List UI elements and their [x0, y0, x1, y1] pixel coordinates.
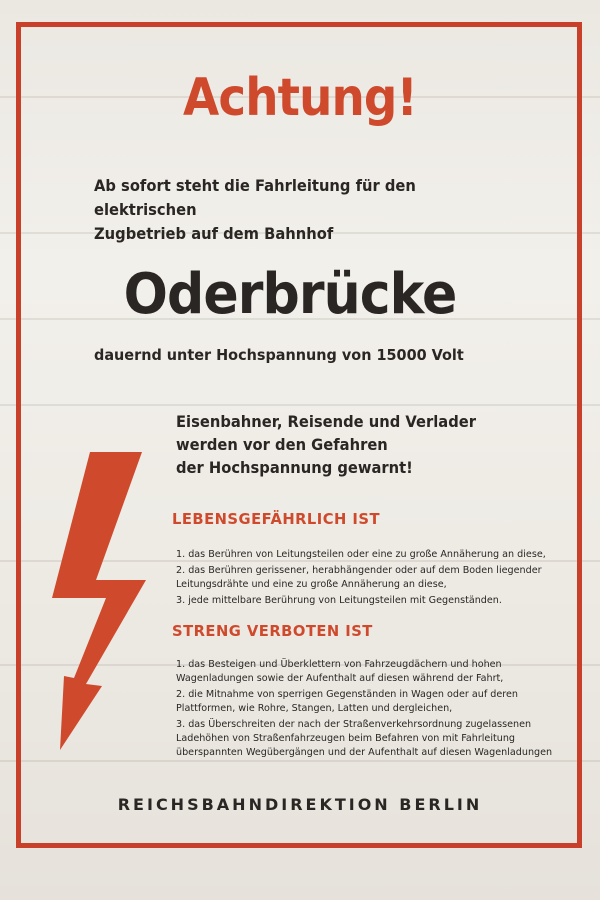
forbidden-list [176, 658, 564, 762]
station-name: Oderbrücke [123, 262, 457, 327]
list-item: 2. das Berühren gerissener, herabhängender oder auf dem Boden liegender Leitungsdrähte und eine zu große Annäherung an diese, [176, 565, 542, 590]
warning-text [176, 410, 507, 479]
section-heading-forbidden: STRENG VERBOTEN IST [172, 622, 373, 640]
lightning-bolt-icon [46, 448, 156, 758]
section-heading-danger: LEBENSGEFÄHRLICH IST [172, 510, 380, 528]
intro-text [94, 174, 517, 246]
warning-line: Eisenbahner, Reisende und Verlader [176, 412, 476, 431]
list-item: 3. jede mittelbare Berührung von Leitungsteilen mit Gegenständen. [176, 595, 502, 606]
list-item: 1. das Berühren von Leitungsteilen oder eine zu große Annäherung an diese, [176, 549, 546, 560]
poster-title: Achtung! [183, 68, 417, 128]
list-item: 3. das Überschreiten der nach der Straßenverkehrsordnung zugelassenen Ladehöhen von Straßenfahrzeugen beim Befahren von mit Fahrleitung überspannten Wegübergängen und der Aufenthalt auf diesen Wagenladungen [176, 719, 553, 758]
voltage-line: dauernd unter Hochspannung von 15000 Volt [94, 346, 464, 364]
issuer-footer: REICHSBAHNDIREKTION BERLIN [117, 795, 483, 814]
intro-line: Ab sofort steht die Fahrleitung für den elektrischen [94, 176, 416, 219]
list-item: 1. das Besteigen und Überklettern von Fahrzeugdächern und hohen Wagenladungen sowie der Aufenthalt auf diesen während der Fahrt, [176, 659, 504, 684]
warning-line: werden vor den Gefahren [176, 435, 388, 454]
list-item: 2. die Mitnahme von sperrigen Gegenständen in Wagen oder auf deren Plattformen, wie Rohre, Stangen, Latten und dergleichen, [176, 689, 518, 714]
warning-line: der Hochspannung gewarnt! [176, 458, 413, 477]
danger-list [176, 548, 564, 610]
intro-line: Zugbetrieb auf dem Bahnhof [94, 224, 334, 243]
